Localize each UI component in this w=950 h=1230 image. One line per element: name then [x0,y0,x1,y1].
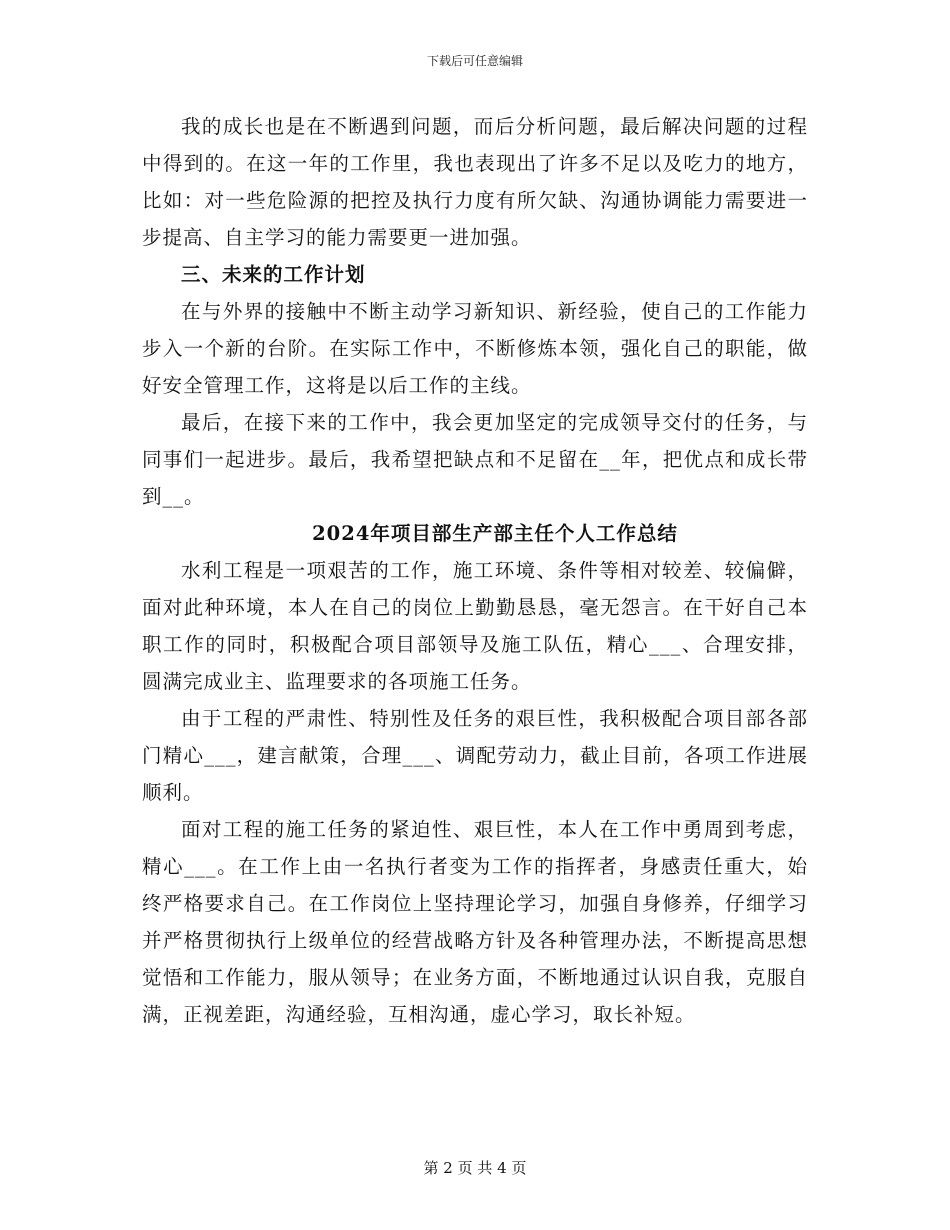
paragraph-growth: 我的成长也是在不断遇到问题，而后分析问题，最后解决问题的过程中得到的。在这一年的工作里，我也表现出了许多不足以及吃力的地方，比如：对一些危险源的把控及执行力度有所欠缺、沟通协调能力需要进一步提高、自主学习的能力需要更一进加强。 [142,115,808,249]
paragraph-cooperation: 由于工程的严肃性、特别性及任务的艰巨性，我积极配合项目部各部门精心___，建言献策，合理___、调配劳动力，截止目前，各项工作进展顺利。 [142,707,808,804]
header-note: 下载后可任意编辑 [426,54,523,68]
page-number: 第 2 页 共 4 页 [423,1159,527,1177]
paragraph-responsibility: 面对工程的施工任务的紧迫性、艰巨性，本人在工作中勇周到考虑，精心___。在工作上由一名执行者变为工作的指挥者，身感责任重大，始终严格要求自己。在工作岗位上坚持理论学习，加强自身修养，仔细学习并严格贯彻执行上级单位的经营战略方针及各种管理办法，不断提高思想觉悟和工作能力，服从领导；在业务方面，不断地通过认识自我，克服自满，正视差距，沟通经验，互相沟通，虚心学习，取长补短。 [142,818,808,1026]
document-title: 2024年项目部生产部主任个人工作总结 [312,522,678,545]
document-body [142,108,808,1033]
paragraph-learning: 在与外界的接触中不断主动学习新知识、新经验，使自己的工作能力步入一个新的台阶。在实际工作中，不断修炼本领，强化自己的职能，做好安全管理工作，这将是以后工作的主线。 [142,300,808,397]
paragraph-closing: 最后，在接下来的工作中，我会更加坚定的完成领导交付的任务，与同事们一起进步。最后，我希望把缺点和不足留在__年，把优点和成长带到__。 [142,411,808,508]
section-heading-future-plan: 三、未来的工作计划 [181,263,366,286]
paragraph-water-project: 水利工程是一项艰苦的工作，施工环境、条件等相对较差、较偏僻，面对此种环境，本人在自己的岗位上勤勤恳恳，毫无怨言。在干好自己本职工作的同时，积极配合项目部领导及施工队伍，精心___、合理安排，圆满完成业主、监理要求的各项施工任务。 [142,559,808,693]
